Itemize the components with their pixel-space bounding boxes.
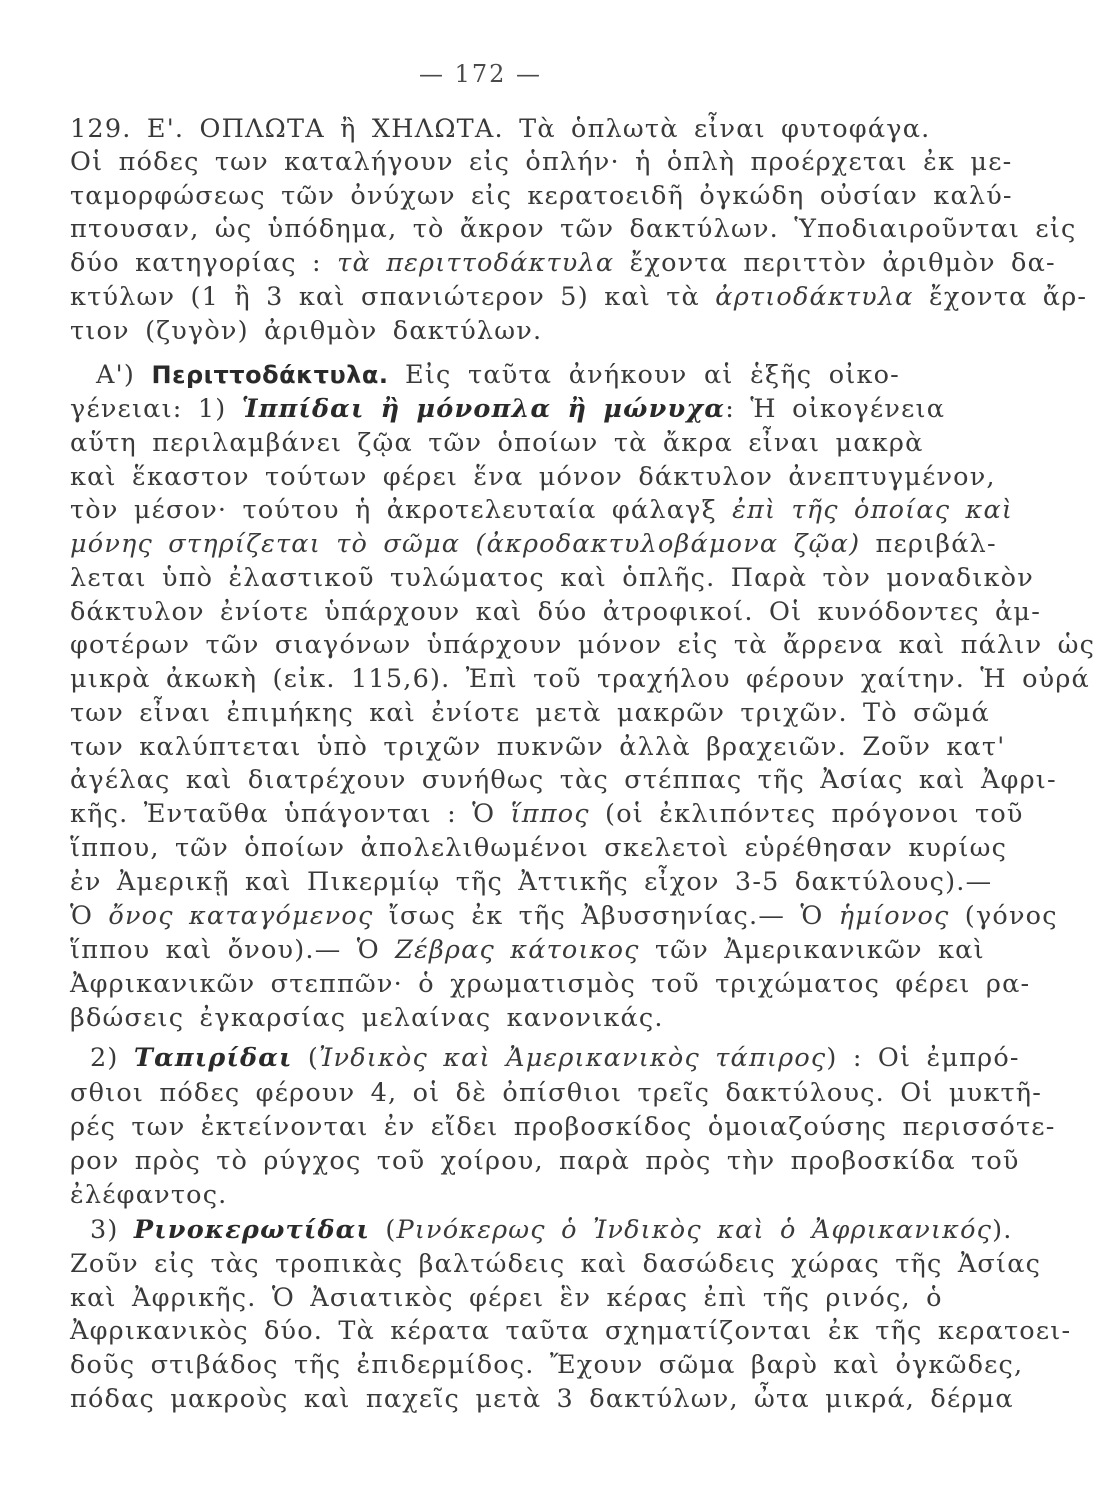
text-run: τῶν Ἀμερικανικῶν καὶ	[639, 935, 985, 965]
text-run: ) : Οἱ ἐμπρό-	[826, 1043, 1020, 1073]
text-line	[70, 247, 1056, 279]
family-name: Ρινοκερωτίδαι	[133, 1215, 371, 1245]
text-line: αὕτη περιλαμβάνει ζῷα τῶν ὁποίων τὰ ἄκρα εἶναι μακρὰ	[70, 428, 924, 458]
text-run-italic: ἵππος	[510, 799, 590, 829]
text-line	[96, 359, 900, 391]
text-line	[70, 934, 985, 966]
term-artiodactyla: ἀρτιοδάκτυλα	[715, 282, 914, 312]
text-line: δοῦς στιβάδος τῆς ἐπιδερμίδος. Ἔχουν σῶμα βαρὺ καὶ ὀγκῶδες,	[70, 1350, 1024, 1380]
text-line: ἵππου, τῶν ὁποίων ἀπολελιθωμένοι σκελετοὶ εὑρέθησαν κυρίως	[70, 833, 1008, 863]
text-line: ρον πρὸς τὸ ρύγχος τοῦ χοίρου, παρὰ πρὸς τὴν προβοσκίδα τοῦ	[70, 1146, 1020, 1176]
text-line: των καλύπτεται ὑπὸ τριχῶν πυκνῶν ἀλλὰ βραχειῶν. Ζοῦν κατ'	[70, 732, 1006, 762]
text-run: κτύλων (1 ἢ 3 καὶ σπανιώτερον 5) καὶ τὰ	[70, 282, 700, 312]
text-run-italic: μόνης στηρίζεται τὸ σῶμα (ἀκροδακτυλοβάμονα ζῷα)	[70, 529, 861, 559]
text-run: (	[370, 1215, 397, 1245]
text-run: (οἱ ἐκλιπόντες πρόγονοι τοῦ	[589, 799, 1024, 829]
text-line: καὶ ἕκαστον τούτων φέρει ἕνα μόνον δάκτυλον ἀνεπτυγμένον,	[70, 462, 996, 492]
text-line	[70, 494, 1014, 526]
text-run-italic: Ρινόκερως ὁ Ἰνδικὸς καὶ ὁ Ἀφρικανικός	[396, 1215, 993, 1245]
text-run: : Ἡ οἰκογένεια	[725, 394, 946, 424]
text-line: Οἱ πόδες των καταλήγουν εἰς ὁπλήν· ἡ ὁπλὴ προέρχεται ἐκ με-	[70, 147, 1013, 177]
text-run: 2)	[90, 1043, 134, 1073]
text-run: ἴσως ἐκ τῆς Ἀβυσσηνίας.— Ὁ	[373, 901, 839, 931]
text-line: πόδας μακροὺς καὶ παχεῖς μετὰ 3 δακτύλων, ὦτα μικρά, δέρμα	[70, 1384, 1014, 1414]
text-line: λεται ὑπὸ ἐλαστικοῦ τυλώματος καὶ ὁπλῆς. Παρὰ τὸν μοναδικὸν	[70, 563, 1034, 593]
text-line: μικρὰ ἀκωκὴ (εἰκ. 115,6). Ἐπὶ τοῦ τραχήλου φέρουν χαίτην. Ἡ οὐρά	[70, 664, 1090, 694]
text-line: δάκτυλον ἐνίοτε ὑπάρχουν καὶ δύο ἀτροφικοί. Οἱ κυνόδοντες ἀμ-	[70, 597, 1042, 627]
text-line: τιον (ζυγὸν) ἀριθμὸν δακτύλων.	[70, 316, 543, 346]
text-line: Ἀφρικανικὸς δύο. Τὰ κέρατα ταῦτα σχηματίζονται ἐκ τῆς κερατοει-	[70, 1316, 1072, 1346]
section-heading: Περιττοδάκτυλα.	[151, 361, 389, 389]
text-run: ἔχοντα περιττὸν ἀριθμὸν δα-	[629, 248, 1056, 278]
family-name: Ἱππίδαι ἢ μόνοπλα ἢ μώνυχα	[241, 394, 726, 424]
text-run: (γόνος	[949, 901, 1058, 931]
text-run-italic: ἡμίονος	[838, 901, 950, 931]
text-line	[90, 1042, 1020, 1074]
text-line: πτουσαν, ὡς ὑπόδημα, τὸ ἄκρον τῶν δακτύλων. Ὑποδιαιροῦνται εἰς	[70, 214, 1077, 244]
text-run: Ὁ	[70, 901, 109, 931]
text-run: ἔχοντα ἄρ-	[928, 282, 1088, 312]
text-line: βδώσεις ἐγκαρσίας μελαίνας κανονικάς.	[70, 1003, 664, 1033]
text-run: (	[292, 1043, 320, 1073]
text-run: Εἰς ταῦτα ἀνήκουν αἱ ἑξῆς οἰκο-	[388, 360, 901, 390]
text-line: ἐλέφαντος.	[70, 1180, 228, 1210]
text-line: ρές των ἐκτείνονται ἐν εἴδει προβοσκίδος ὁμοιαζούσης περισσότε-	[70, 1112, 1056, 1142]
text-run-italic: Ζέβρας κάτοικος	[395, 935, 640, 965]
text-run: ).	[992, 1215, 1013, 1245]
text-line: Ἀφρικανικῶν στεππῶν· ὁ χρωματισμὸς τοῦ τριχώματος φέρει ρα-	[70, 969, 1031, 999]
text-run-italic: Ἰνδικὸς καὶ Ἀμερικανικὸς τάπιρος	[319, 1043, 827, 1073]
text-run: τὸν μέσον· τούτου ἡ ἀκροτελευταία φάλαγξ	[70, 495, 717, 525]
text-line	[90, 1214, 1013, 1246]
text-line: ἀγέλας καὶ διατρέχουν συνήθως τὰς στέππας τῆς Ἀσίας καὶ Ἀφρι-	[70, 765, 1057, 795]
text-line: καὶ Ἀφρικῆς. Ὁ Ἀσιατικὸς φέρει ἓν κέρας ἐπὶ τῆς ρινός, ὁ	[70, 1283, 943, 1313]
family-name: Ταπιρίδαι	[133, 1043, 293, 1073]
text-run: περιβάλ-	[875, 529, 997, 559]
text-line	[70, 900, 1058, 932]
text-line: Ζοῦν εἰς τὰς τροπικὰς βαλτώδεις καὶ δασώδεις χώρας τῆς Ἀσίας	[70, 1249, 1042, 1279]
text-line	[70, 528, 997, 560]
term-perissodactyla: τὰ περιττοδάκτυλα	[337, 248, 615, 278]
text-run: ἵππου καὶ ὄνου).— Ὁ	[70, 935, 396, 965]
text-run: δύο κατηγορίας :	[70, 248, 322, 278]
text-run: γένειαι: 1)	[70, 394, 242, 424]
text-line	[70, 798, 1024, 830]
text-run: 3)	[90, 1215, 134, 1245]
page-number: — 172 —	[418, 60, 543, 88]
text-line: φοτέρων τῶν σιαγόνων ὑπάρχουν μόνον εἰς τὰ ἄρρενα καὶ πάλιν ὡς	[70, 630, 1095, 660]
text-run: Α')	[96, 360, 152, 390]
text-line: σθιοι πόδες φέρουν 4, οἱ δὲ ὀπίσθιοι τρεῖς δακτύλους. Οἱ μυκτῆ-	[70, 1078, 1043, 1108]
text-run: κῆς. Ἐνταῦθα ὑπάγονται : Ὁ	[70, 799, 511, 829]
text-line: ταμορφώσεως τῶν ὀνύχων εἰς κερατοειδῆ ὀγκώδη οὐσίαν καλύ-	[70, 181, 1013, 211]
text-line: των εἶναι ἐπιμήκης καὶ ἐνίοτε μετὰ μακρῶν τριχῶν. Τὸ σῶμά	[70, 698, 990, 728]
text-run-italic: ὄνος καταγόμενος	[108, 901, 374, 931]
text-line	[70, 281, 1088, 313]
text-run-italic: ἐπὶ τῆς ὁποίας καὶ	[732, 495, 1014, 525]
text-line	[70, 393, 946, 425]
text-line: 129. Ε'. ΟΠΛΩΤΑ ἢ ΧΗΛΩΤΑ. Τὰ ὁπλωτὰ εἶναι φυτοφάγα.	[70, 114, 931, 144]
text-line: ἐν Ἀμερικῇ καὶ Πικερμίῳ τῆς Ἀττικῆς εἶχον 3-5 δακτύλους).—	[70, 867, 993, 897]
